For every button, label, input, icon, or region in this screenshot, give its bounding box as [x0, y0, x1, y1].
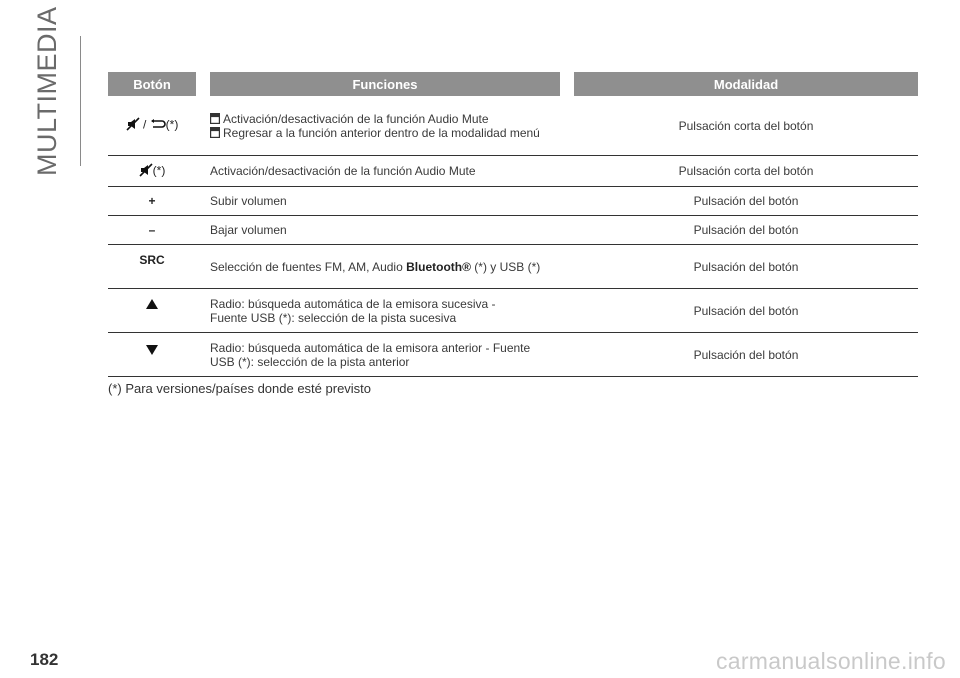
- row-function-cell: Radio: búsqueda automática de la emisora anterior - Fuente USB (*): selección de la pista anterior: [210, 333, 560, 377]
- src-button-label: SRC: [108, 245, 196, 289]
- table-row: [108, 187, 918, 216]
- button-note: (*): [165, 117, 179, 132]
- key-icon: [210, 127, 220, 138]
- button-separator: /: [142, 117, 147, 132]
- row-button-cell: [108, 289, 196, 333]
- steering-controls-table: [108, 72, 918, 377]
- triangle-down-icon: [146, 345, 158, 355]
- triangle-up-icon: [146, 299, 158, 309]
- table-row: [108, 96, 918, 156]
- watermark: carmanualsonline.info: [715, 648, 946, 674]
- row-function-cell: [210, 96, 560, 156]
- mute-icon: [139, 163, 153, 180]
- row-button-cell: [108, 333, 196, 377]
- row-button-cell: [108, 156, 196, 187]
- row-mode-cell: Pulsación del botón: [574, 216, 918, 245]
- function-item: Regresar a la función anterior dentro de la modalidad menú: [210, 126, 560, 140]
- table-row: [108, 245, 918, 289]
- mute-icon: [126, 117, 140, 134]
- row-function-cell: Activación/desactivación de la función Audio Mute: [210, 156, 560, 187]
- section-title-text: MULTIMEDIA: [32, 6, 62, 176]
- key-icon: [210, 113, 220, 124]
- minus-button-label: –: [108, 216, 196, 245]
- row-function-cell: Selección de fuentes FM, AM, Audio Bluetooth® (*) y USB (*): [210, 245, 560, 289]
- row-mode-cell: Pulsación corta del botón: [574, 96, 918, 156]
- row-mode-cell: Pulsación del botón: [574, 245, 918, 289]
- table-header-row: [108, 72, 918, 96]
- header-mode: Modalidad: [574, 72, 918, 96]
- table-row: [108, 216, 918, 245]
- row-function-cell: Radio: búsqueda automática de la emisora sucesiva - Fuente USB (*): selección de la pista sucesiva: [210, 289, 560, 333]
- bluetooth-label: Bluetooth®: [406, 259, 471, 274]
- table-row: [108, 289, 918, 333]
- row-function-cell: Subir volumen: [210, 187, 560, 216]
- row-function-cell: Bajar volumen: [210, 216, 560, 245]
- function-item: Activación/desactivación de la función Audio Mute: [210, 112, 560, 126]
- footnote: (*) Para versiones/países donde esté previsto: [108, 381, 372, 396]
- table-row: [108, 333, 918, 377]
- page-number: 182: [30, 650, 59, 669]
- button-note: (*): [152, 163, 166, 178]
- section-title-vertical: [28, 6, 88, 180]
- back-arrow-icon: [150, 118, 166, 133]
- row-mode-cell: Pulsación corta del botón: [574, 156, 918, 187]
- section-divider: [80, 36, 81, 166]
- row-mode-cell: Pulsación del botón: [574, 289, 918, 333]
- plus-button-label: +: [108, 187, 196, 216]
- header-button: Botón: [108, 72, 196, 96]
- table-row: [108, 156, 918, 187]
- row-mode-cell: Pulsación del botón: [574, 187, 918, 216]
- row-mode-cell: Pulsación del botón: [574, 333, 918, 377]
- header-functions: Funciones: [210, 72, 560, 96]
- row-button-cell: [108, 96, 196, 156]
